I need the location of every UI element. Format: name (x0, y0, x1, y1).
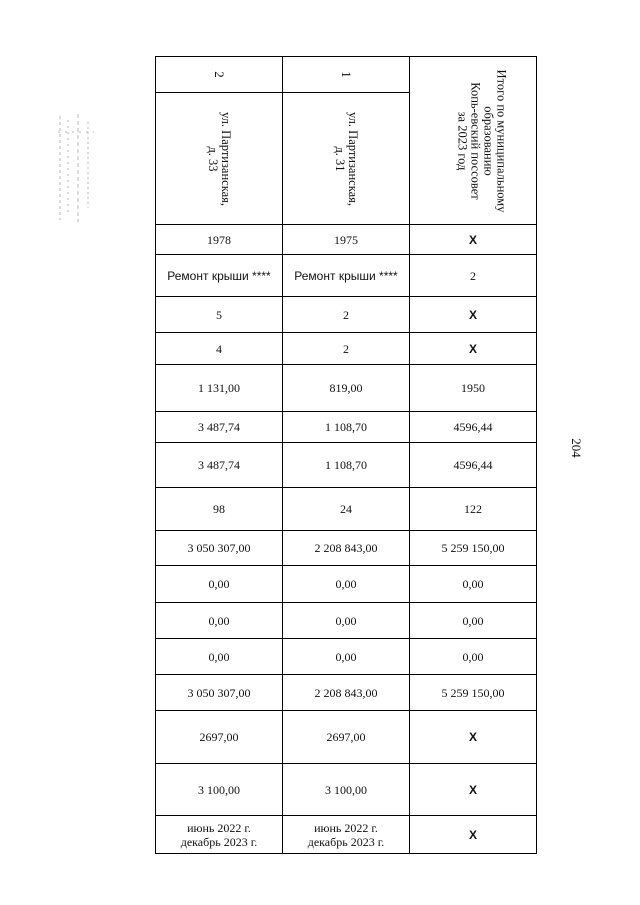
table-cell: Х (410, 816, 537, 854)
column-number: 1 (338, 70, 354, 78)
table-cell: 3 050 307,00 (156, 531, 283, 566)
table-row (156, 711, 537, 764)
table-cell: 3 100,00 (156, 764, 283, 816)
table-cell: 0,00 (410, 566, 537, 603)
address-line: ул. Партизанская, (219, 111, 233, 206)
period-line: июнь 2022 г. (314, 820, 378, 835)
address-text (333, 111, 359, 205)
table-cell: 0,00 (156, 566, 283, 603)
column-number: 2 (211, 70, 227, 78)
table-cell: 2 208 843,00 (283, 531, 410, 566)
total-header-line: Итого по муниципальному (494, 69, 509, 212)
table-cell: Ремонт крыши **** (156, 255, 283, 297)
table-cell: 1978 (156, 225, 283, 255)
total-header-line: за 2023 год (455, 111, 470, 170)
table-row (156, 675, 537, 711)
table-cell: 3 050 307,00 (156, 675, 283, 711)
table-cell: 3 487,74 (156, 443, 283, 488)
table-row (156, 443, 537, 488)
table-row (156, 566, 537, 603)
table-cell: 2 (410, 255, 537, 297)
table-row (156, 531, 537, 566)
table-cell: Х (410, 764, 537, 816)
table-row (156, 816, 537, 854)
header-number-row (156, 57, 537, 93)
table-cell: 0,00 (283, 639, 410, 675)
table-cell: 1 131,00 (156, 365, 283, 412)
table-cell: Х (410, 297, 537, 333)
table-cell: 2 208 843,00 (283, 675, 410, 711)
table-cell: 0,00 (410, 603, 537, 639)
period-line: декабрь 2023 г. (180, 834, 258, 849)
table-cell: 0,00 (156, 603, 283, 639)
table-cell: 0,00 (283, 566, 410, 603)
table-cell: Х (410, 225, 537, 255)
table-cell: Х (410, 711, 537, 764)
table-cell (156, 816, 283, 854)
table-cell: 5 259 150,00 (410, 675, 537, 711)
table-cell: 3 487,74 (156, 412, 283, 443)
table-cell: 2 (283, 333, 410, 365)
total-header-line: образованию (481, 105, 496, 176)
table-cell: 122 (410, 488, 537, 531)
table-cell: 4 (156, 333, 283, 365)
page-number: 204 (568, 438, 584, 458)
total-header-cell (410, 57, 537, 225)
table-cell: 5 (156, 297, 283, 333)
table-cell: 0,00 (410, 639, 537, 675)
table-cell: 98 (156, 488, 283, 531)
table-row (156, 333, 537, 365)
table-row (156, 365, 537, 412)
table-cell: 4596,44 (410, 443, 537, 488)
address-text (206, 111, 232, 205)
period-line: декабрь 2023 г. (307, 834, 385, 849)
table-cell: 0,00 (283, 603, 410, 639)
table-cell: 3 100,00 (283, 764, 410, 816)
address-cell (283, 93, 410, 225)
table-row (156, 764, 537, 816)
table-row (156, 297, 537, 333)
table-cell: Х (410, 333, 537, 365)
address-line: д. 31 (333, 145, 347, 172)
table-cell: 1975 (283, 225, 410, 255)
table-row (156, 225, 537, 255)
total-header-line: Копь-евский поссовет (468, 81, 483, 200)
table-cell: 2697,00 (156, 711, 283, 764)
faint-stamp-mark (56, 112, 96, 224)
table-cell: 24 (283, 488, 410, 531)
address-cell (156, 93, 283, 225)
table-cell: 2697,00 (283, 711, 410, 764)
period-line: июнь 2022 г. (187, 820, 251, 835)
total-header-text (455, 69, 507, 212)
address-line: ул. Партизанская, (346, 111, 360, 206)
column-number-cell (156, 57, 283, 93)
table-cell: 1 108,70 (283, 443, 410, 488)
table-row (156, 603, 537, 639)
table-row (156, 639, 537, 675)
table-row (156, 255, 537, 297)
table-cell: Ремонт крыши **** (283, 255, 410, 297)
table-row (156, 412, 537, 443)
column-number-cell (283, 57, 410, 93)
table-cell: 819,00 (283, 365, 410, 412)
table-cell: 5 259 150,00 (410, 531, 537, 566)
address-line: д. 33 (206, 145, 220, 172)
table-cell: 1950 (410, 365, 537, 412)
table-cell: 1 108,70 (283, 412, 410, 443)
table-row (156, 488, 537, 531)
data-table (155, 56, 537, 854)
table-cell: 2 (283, 297, 410, 333)
table-cell (283, 816, 410, 854)
table-cell: 0,00 (156, 639, 283, 675)
table-cell: 4596,44 (410, 412, 537, 443)
